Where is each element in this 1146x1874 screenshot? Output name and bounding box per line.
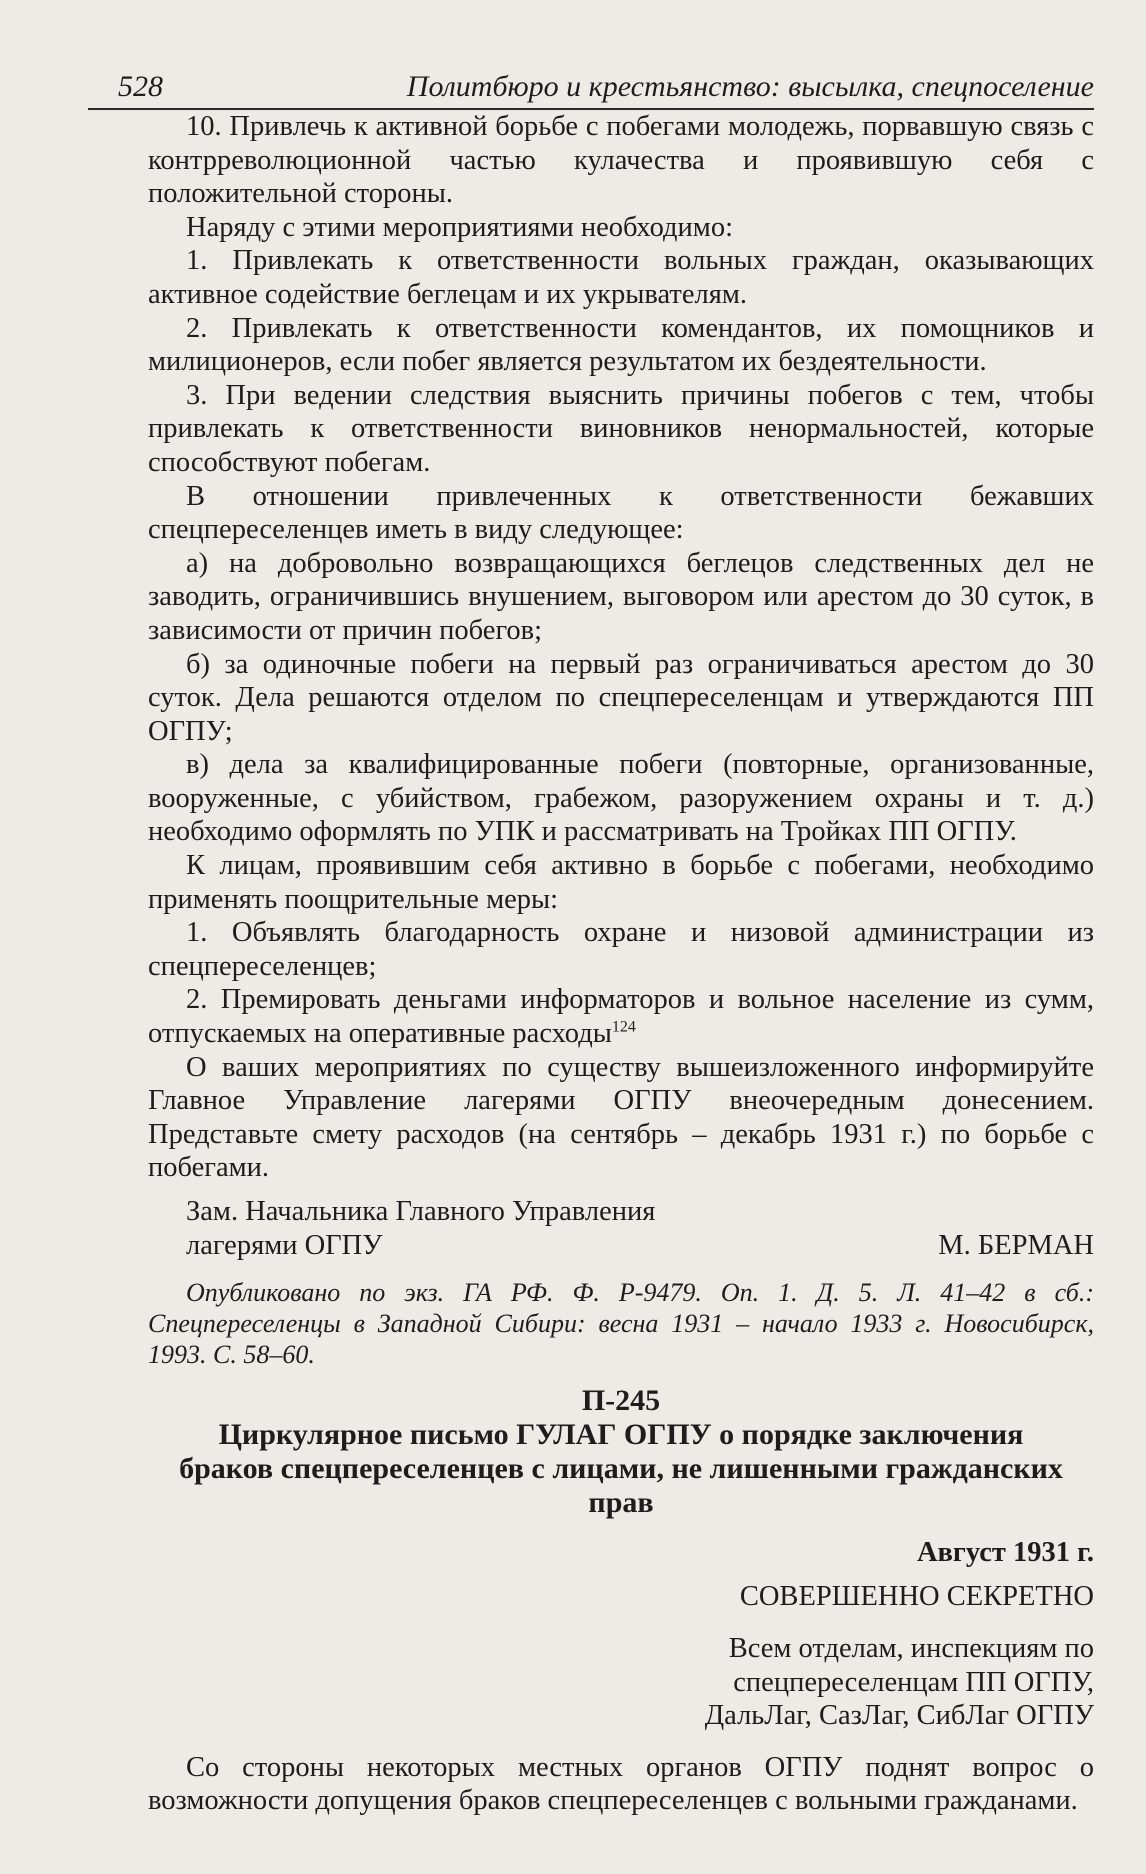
document-number: П-245 [581, 1384, 661, 1417]
letter-paragraph-1: Со стороны некоторых местных органов ОГПУ поднят вопрос о возможности допущения браков спецпереселенцев с вольными гражданами. [148, 1751, 1094, 1817]
paragraph-escapees-a: а) на добровольно возвращающихся беглецов следственных дел не заводить, ограничившись внушением, выговором или арестом до 30 суток, в зависимости от причин побегов; [148, 547, 1094, 646]
paragraph-intro-measures: Наряду с этими мероприятиями необходимо: [186, 211, 733, 243]
paragraph-reward-2 [148, 983, 1094, 1050]
footnote-marker: 124 [611, 1018, 636, 1036]
signature-row [148, 1229, 1094, 1263]
paragraph-measure-2: 2. Привлекать к ответственности комендантов, их помощников и милиционеров, если побег является результатом их бездеятельности. [148, 312, 1094, 378]
document-body [148, 110, 1094, 1185]
letter-body [148, 1751, 1094, 1818]
addressee-line-3: ДальЛаг, СазЛаг, СибЛаг ОГПУ [704, 1700, 1094, 1732]
source-note: Опубликовано по экз. ГА РФ. Ф. Р-9479. Оп. 1. Д. 5. Л. 41–42 в сб.: Спецпереселенцы в Западной Сибири: весна 1931 – начало 1933 г. Новосибирск, 1993. С. 58–60. [148, 1278, 1094, 1369]
paragraph-measure-3: 3. При ведении следствия выяснить причины побегов с тем, чтобы привлекать к ответственности виновников ненормальностей, которые способствуют побегам. [148, 379, 1094, 478]
paragraph-intro-rewards: К лицам, проявившим себя активно в борьбе с побегами, необходимо применять поощрительные меры: [148, 850, 1094, 915]
reward-2-text: 2. Премировать деньгами информаторов и вольное население из сумм, отпускаемых на оперативные расходы [148, 984, 1094, 1050]
running-title: Политбюро и крестьянство: высылка, спецпоселение [406, 70, 1094, 103]
signature-position-line1: Зам. Начальника Главного Управления [186, 1196, 656, 1227]
page-content [148, 110, 1094, 1818]
document-date: Август 1931 г. [916, 1537, 1094, 1568]
classification-stamp: СОВЕРШЕННО СЕКРЕТНО [739, 1581, 1094, 1612]
signature-block [148, 1195, 1094, 1263]
signature-position-line2: лагерями ОГПУ [186, 1230, 383, 1261]
addressee-line-2: спецпереселенцам ПП ОГПУ, [733, 1666, 1094, 1698]
paragraph-item-10: 10. Привлечь к активной борьбе с побегами молодежь, порвавшую связь с контрреволюционной частью кулачества и проявившую себя с положительной стороны. [148, 111, 1094, 210]
addressee-block [148, 1632, 1094, 1733]
page-header [88, 70, 1094, 110]
document-title: Циркулярное письмо ГУЛАГ ОГПУ о порядке заключения браков спецпереселенцев с лицами, не лишенными гражданских прав [179, 1418, 1063, 1519]
paragraph-intro-escapees: В отношении привлеченных к ответственности бежавших спецпереселенцев иметь в виду следующее: [148, 480, 1094, 546]
page-number: 528 [118, 70, 163, 103]
addressee-line-1: Всем отделам, инспекциям по [728, 1633, 1094, 1664]
paragraph-closing: О ваших мероприятиях по существу вышеизложенного информируйте Главное Управление лагерями ОГПУ внеочередным донесением. Представьте смету расходов (на сентябрь – декабрь 1931 г.) по борьбе с побегами. [148, 1051, 1094, 1184]
paragraph-reward-1: 1. Объявлять благодарность охране и низовой администрации из спецпереселенцев; [148, 917, 1094, 982]
paragraph-measure-1: 1. Привлекать к ответственности вольных граждан, оказывающих активное содействие беглецам и их укрывателям. [148, 245, 1094, 310]
paragraph-escapees-c: в) дела за квалифицированные побеги (повторные, организованные, вооруженные, с убийством, грабежом, разоружением охраны и т. д.) необходимо оформлять по УПК и рассматривать на Тройках ПП ОГПУ. [148, 749, 1094, 848]
signature-name: М. БЕРМАН [938, 1230, 1094, 1261]
paragraph-escapees-b: б) за одиночные побеги на первый раз ограничиваться арестом до 30 суток. Дела решаются отделом по спецпереселенцам и утверждаются ПП ОГПУ; [148, 648, 1094, 747]
